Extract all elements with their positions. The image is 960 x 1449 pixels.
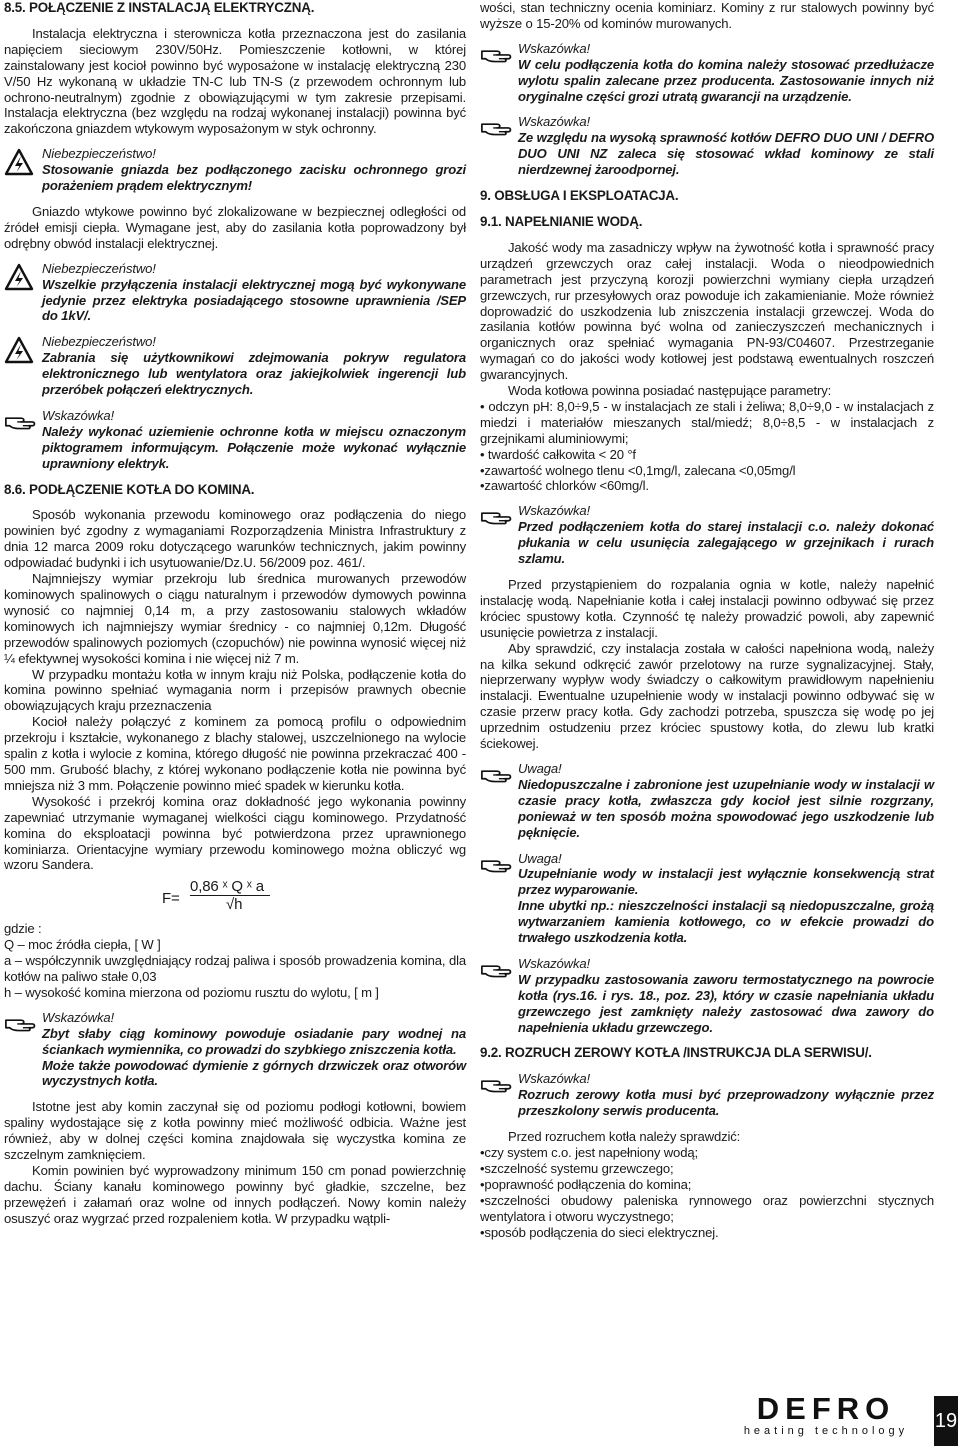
tip-note [480, 114, 934, 178]
paragraph: Instalacja elektryczna i sterownicza kotła przeznaczona jest do zasilania napięciem sieciowym 230V/50Hz. Pomieszczenie kotłowni, w której zainstalowany jest kocioł powinno być wyposażone w instalację elektryczną 230 V/50 Hz wykonaną w układzie TN-C lub TN-S (z przewodem ochronnym lub ochrono-neutralnym) zgodnie z obowiązującymi w tym zakresie przepisami. Instalacja elektryczna (bez względu na rodzaj wykonanej instalacji) powinna być zakończona gniazdem wtykowym wyposażonym w styk ochronny. [4, 25, 466, 137]
pointing-hand-icon [480, 956, 518, 1036]
note-title: Wskazówka! [518, 40, 590, 56]
note-title: Uwaga! [518, 850, 562, 866]
defro-logo [726, 1391, 926, 1440]
pointing-hand-icon [480, 41, 518, 105]
section-heading-9: 9. OBSŁUGA I EKSPLOATACJA. [480, 188, 679, 204]
pointing-hand-icon [480, 851, 518, 946]
list-item: •poprawność podłączenia do komina; [480, 1176, 692, 1192]
pointing-hand-icon [480, 1071, 518, 1119]
danger-note [4, 334, 466, 398]
tip-note [480, 956, 934, 1036]
note-title: Wskazówka! [42, 1009, 114, 1025]
sander-formula [4, 875, 466, 921]
pointing-hand-icon [480, 114, 518, 178]
note-title: Niebezpieczeństwo! [42, 334, 156, 350]
pointing-hand-icon [480, 761, 518, 841]
paragraph: Istotne jest aby komin zaczynał się od poziomu podłogi kotłowni, bowiem spaliny wydostające się z kotła powinny mieć możliwość odbicia. Ważne jest również, aby w dolnej części komina znajdowała się wyczystka komina ze szczelnym zamknięciem. [4, 1099, 466, 1163]
paragraph: Przed przystąpieniem do rozpalania ognia w kotle, należy napełnić instalację wodą. Napełnianie kotła i całej instalacji powinno odbywać się przez króciec spustowy kotła. Czynność tę należy prowadzić powoli, aby zapewnić usunięcie powietrza z instalacji. [480, 577, 934, 640]
definition-a: a – współczynnik uwzględniający rodzaj paliwa i sposób prowadzenia komina, dla kotłów na paliwo stałe 0,03 [4, 953, 466, 985]
paragraph: Wysokość i przekrój komina oraz dokładność jego wykonania powinny zapewniać utrzymanie wymaganej wielkości ciągu kominowego. Przydatność komina do eksploatacji powinna być potwierdzona przez uprawnionego kominiarza. Orientacyjne wymiary przewodu kominowego można obliczyć wg wzoru Sandera. [4, 793, 466, 873]
note-text: W przypadku zastosowania zaworu termostatycznego na powrocie kotła (rys.16. i rys. 18., poz. 23), który w czasie napełniania układu grzewczego jest zamknięty należy zastosować dwa zawory do napełnienia układu grzewczego. [518, 971, 934, 1035]
logo-brand: DEFRO [756, 1391, 896, 1426]
note-text: Wszelkie przyłączenia instalacji elektrycznej mogą być wykonywane jedynie przez elektryka posiadającego stosowne uprawnienia /SEP do 1kV/. [42, 276, 466, 324]
high-voltage-warning-icon [4, 334, 42, 398]
note-text: Stosowanie gniazda bez podłączonego zacisku ochronnego grozi porażeniem prądem elektrycznym! [42, 162, 466, 194]
pointing-hand-icon [4, 1010, 42, 1090]
paragraph: W przypadku montażu kotła w innym kraju niż Polska, podłączenie kotła do komina powinno spełniać wymagania norm i przepisów prawnych obecnie obowiązujących kraju przeznaczenia [4, 666, 466, 714]
definition-q: Q – moc źródła ciepła, [ W ] [4, 937, 161, 953]
paragraph: Jakość wody ma zasadniczy wpływ na żywotność kotła i sprawność pracy urządzeń grzewczych oraz całej instalacji. Woda o nieodpowiednich parametrach jest przyczyną korozji powierzchni wymiany ciepła urządzeń grzewczych, rur przesyłowych oraz powoduje ich zakamienianie. Może również doprowadzić do uszkodzenia lub zniszczenia instalacji grzewczej. Woda do zasilania kotłów powinna być wolna od zanieczyszczeń mechanicznych i organicznych oraz spełniać wymagania PN-93/C04607. Przestrzeganie wymagań co do jakości wody kotłowej jest podstawą ewentualnych roszczeń gwarancyjnych. [480, 239, 934, 383]
paragraph: Woda kotłowa powinna posiadać następujące parametry: [508, 383, 832, 399]
caution-note [480, 761, 934, 841]
pointing-hand-icon [4, 408, 42, 472]
note-text: Zbyt słaby ciąg kominowy powoduje osiadanie pary wodnej na ściankach wymiennika, co prowadzi do szybkiego zniszczenia kotła. [42, 1025, 466, 1057]
paragraph: Gniazdo wtykowe powinno być zlokalizowane w bezpiecznej odległości od źródeł emisji ciepła. Wymagane jest, aby do zasilania kotła poprowadzony był odrębny obwód instalacji elektrycznej. [4, 203, 466, 251]
logo-tagline: heating technology [743, 1425, 909, 1437]
note-title: Wskazówka! [518, 1071, 590, 1087]
note-title: Niebezpieczeństwo! [42, 146, 156, 162]
note-title: Uwaga! [518, 760, 562, 776]
paragraph: Aby sprawdzić, czy instalacja została w całości napełniona wodą, należy na kilka sekund odkręcić zawór przelotowy na rurze sygnalizacyjnej. Stały, nieprzerwany wypływ wody świadczy o całkowitym prawidłowym napełnieniu instalacji. Ewentualne uzupełnienie wody w instalacji powinno odbywać się w czasie przerw pracy kotła. Gdy zachodzi potrzeba, spuszcza się wodę po jej uprzednim ostudzeniu przez króciec spustowy kotła, do zlewu lub kratki ściekowej. [480, 640, 934, 752]
section-heading-8-5: 8.5. POŁĄCZENIE Z INSTALACJĄ ELEKTRYCZNĄ. [4, 0, 315, 15]
formula-lhs: F= [162, 890, 180, 908]
right-column [480, 0, 934, 1240]
left-column [4, 0, 466, 1227]
section-heading-8-6: 8.6. PODŁĄCZENIE KOTŁA DO KOMINA. [4, 481, 255, 497]
note-text: Może także powodować dymienie z górnych drzwiczek oraz otworów wyczystnych kotła. [42, 1057, 466, 1089]
list-item: •zawartość chlorków <60mg/l. [480, 478, 649, 494]
tip-note [480, 503, 934, 567]
paragraph: Najmniejszy wymiar przekroju lub średnica murowanych przewodów kominowych spalinowych o ciągu naturalnym i przewodów dymowych powinna wynosić co najmniej 0,14 m, a przy zastosowaniu stalowych wkładów kominowych ich najmniejszy wymiar średnicy - co najmniej 0,12m. Długość przewodów spalinowych poziomych (czopuchów) nie powinna wynosić więcej niż ¼ efektywnej wysokości komina i nie więcej niż 7 m. [4, 571, 466, 666]
section-heading-9-2: 9.2. ROZRUCH ZEROWY KOTŁA /INSTRUKCJA DLA SERWISU/. [480, 1045, 872, 1061]
formula-denominator: √h [226, 896, 243, 914]
definition-where: gdzie : [4, 921, 42, 937]
note-text: Uzupełnianie wody w instalacji jest wyłącznie konsekwencją strat przez wyparowanie. [518, 866, 934, 898]
page-number: 19 [934, 1396, 958, 1446]
paragraph: Kocioł należy połączyć z kominem za pomocą profilu o odpowiednim przekroju i kształcie, wykonanego z blachy stalowej, uszczelnionego na wylocie spalin z kotła i wylocie z komina, którego długość nie powinna przekraczać 400 - 500 mm. Grubość blachy, z której wykonano podłączenie kotła nie powinna być mniejsza niż 3 mm. Połączenie powinno mieć spadek w kierunku kotła. [4, 714, 466, 793]
pointing-hand-icon [480, 503, 518, 567]
note-title: Wskazówka! [518, 955, 590, 971]
note-text: Ze względu na wysoką sprawność kotłów DEFRO DUO UNI / DEFRO DUO UNI NZ zaleca się stosować wkład kominowy ze stali nierdzewnej żaroodpornej. [518, 130, 934, 178]
list-item: •czy system c.o. jest napełniony wodą; [480, 1145, 698, 1160]
tip-note [4, 1010, 466, 1090]
danger-note [4, 261, 466, 325]
danger-note [4, 146, 466, 194]
paragraph: Przed rozruchem kotła należy sprawdzić: [508, 1129, 741, 1145]
list-item: •szczelność systemu grzewczego; [480, 1160, 674, 1176]
note-text: Przed podłączeniem kotła do starej instalacji c.o. należy dokonać płukania w celu usunięcia zalegającego w grzejnikach i rurach szlamu. [518, 519, 934, 567]
tip-note [480, 1071, 934, 1119]
caution-note [480, 851, 934, 946]
list-item: •sposób podłączenia do sieci elektrycznej. [480, 1224, 719, 1240]
note-text: Inne ubytki np.: nieszczelności instalacji są niedopuszczalne, grożą wytwarzaniem kamienia kotłowego, co w efekcie prowadzi do trwałego uszkodzenia kotła. [518, 898, 934, 946]
list-item: •szczelności obudowy paleniska rynnowego oraz powierzchni stycznych wentylatora i otworu wyczystnego; [480, 1192, 934, 1224]
note-title: Wskazówka! [518, 503, 590, 519]
note-text: W celu podłączenia kotła do komina należy stosować przedłużacze wylotu spalin zalecane przez producenta. Zastosowanie innych niż oryginalne części grozi utratą gwarancji na urządzenie. [518, 56, 934, 104]
high-voltage-warning-icon [4, 261, 42, 325]
formula-numerator: 0,86 ˣ Q ˣ a [190, 879, 270, 896]
note-title: Niebezpieczeństwo! [42, 260, 156, 276]
note-text: Rozruch zerowy kotła musi być przeprowadzony wyłącznie przez przeszkolony serwis producenta. [518, 1087, 934, 1119]
note-text: Niedopuszczalne i zabronione jest uzupełnianie wody w instalacji w czasie pracy kotła, zwłaszcza gdy kocioł jest silnie rozgrzany, ponieważ w ten sposób można spowodować jego uszkodzenie lub pęknięcie. [518, 776, 934, 840]
high-voltage-warning-icon [4, 146, 42, 194]
section-heading-9-1: 9.1. NAPEŁNIANIE WODĄ. [480, 213, 643, 229]
paragraph: Komin powinien być wyprowadzony minimum 150 cm ponad powierzchnię dachu. Ściany kanału kominowego powinny być gładkie, szczelne, bez przewężeń i załamań oraz wolne od innych podłączeń. Nowy komin należy osuszyć oraz wygrzać przed rozpaleniem kotła. W przypadku wątpli- [4, 1163, 466, 1226]
note-text: Należy wykonać uziemienie ochronne kotła w miejscu oznaczonym piktogramem informującym. Połączenie może wykonać wyłącznie uprawniony elektryk. [42, 423, 466, 471]
list-item: • twardość całkowita < 20 °f [480, 446, 636, 462]
definition-h: h – wysokość komina mierzona od poziomu rusztu do wylotu, [ m ] [4, 984, 379, 1000]
tip-note [480, 41, 934, 105]
note-title: Wskazówka! [42, 407, 114, 423]
list-item: •zawartość wolnego tlenu <0,1mg/l, zalecana <0,05mg/l [480, 462, 796, 478]
paragraph: wości, stan techniczny ocenia kominiarz. Kominy z rur stalowych powinny być wyższe o 15-20% od kominów murowanych. [480, 0, 934, 31]
note-title: Wskazówka! [518, 114, 590, 130]
note-text: Zabrania się użytkownikowi zdejmowania pokryw regulatora elektronicznego lub wentylatora oraz jakiejkolwiek ingerencji lub przeróbek połączeń elektrycznych. [42, 350, 466, 398]
list-item: • odczyn pH: 8,0÷9,5 - w instalacjach ze stali i żeliwa; 8,0÷9,0 - w instalacjach z miedzi i materiałów mieszanych stal/miedź; 8,0÷8,5 - w instalacjach z grzejnikami aluminiowymi; [480, 398, 934, 446]
tip-note [4, 408, 466, 472]
paragraph: Sposób wykonania przewodu kominowego oraz podłączenia do niego powinien być zgodny z wymaganiami Rozporządzenia Ministra Infrastruktury z dnia 12 marca 2009 roku dotyczącego warunków technicznych, jakim powinny odpowiadać budynki i ich usytuowanie/Dz.U. 56/2009 poz. 461/. [4, 507, 466, 571]
